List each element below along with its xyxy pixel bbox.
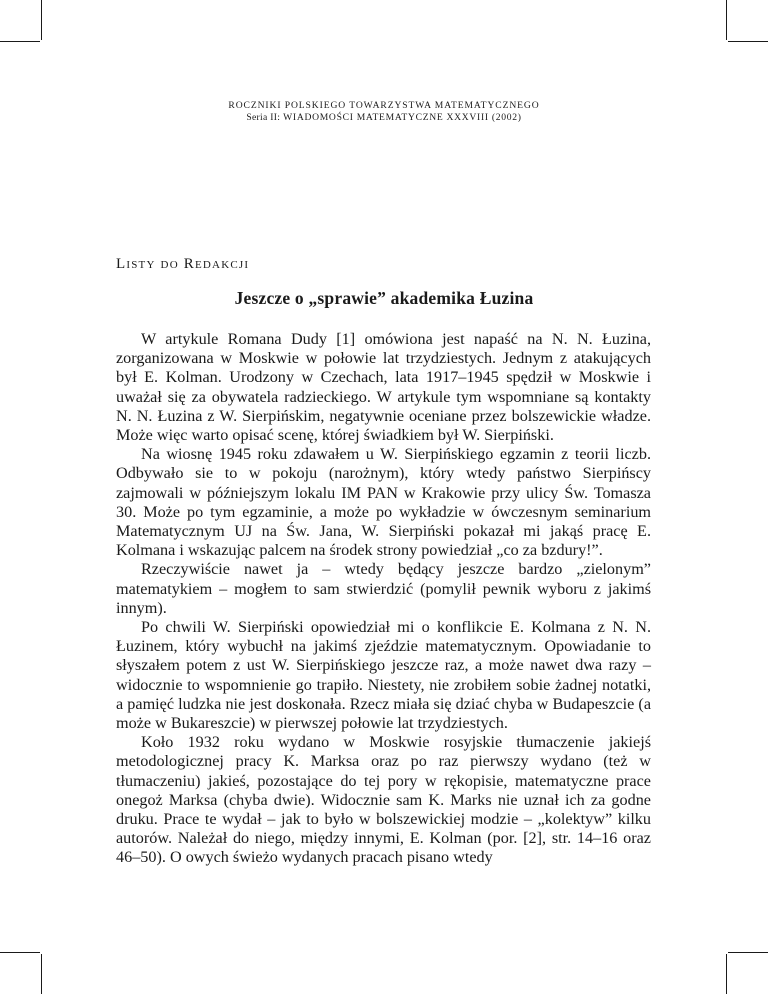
crop-mark: [0, 41, 40, 42]
crop-mark: [0, 952, 40, 953]
paragraph: Po chwili W. Sierpiński opowiedział mi o konflikcie E. Kolmana z N. N. Łuzinem, który wybuchł na jakimś zjeździe matematycznym. Opowiadanie to słyszałem potem z ust W. Sierpińskiego jeszcze raz, a może nawet dwa razy – widocznie to wspomnienie go trapiło. Niestety, nie zrobiłem sobie żadnej notatki, a pamięć ludzka nie jest doskonała. Rzecz miała się dziać chyba w Budapeszcie (a może w Bukareszcie) w pierwszej połowie lat trzydziestych.: [116, 618, 651, 733]
paragraph: W artykule Romana Dudy [1] omówiona jest napaść na N. N. Łuzina, zorganizowana w Moskwie w połowie lat trzydziestych. Jednym z atakujących był E. Kolman. Urodzony w Czechach, lata 1917–1945 spędził w Moskwie i uważał się za obywatela radzieckiego. W artykule tym wspomniane są kontakty N. N. Łuzina z W. Sierpińskim, negatywnie oceniane przez bolszewickie władze. Może więc warto opisać scenę, której świadkiem był W. Sierpiński.: [116, 330, 651, 445]
paragraph: Na wiosnę 1945 roku zdawałem u W. Sierpińskiego egzamin z teorii liczb. Odbywało sie to w pokoju (narożnym), który wtedy państwo Sierpińscy zajmowali w późniejszym lokalu IM PAN w Krakowie przy ulicy Św. Tomasza 30. Może po tym egzaminie, a może po wykładzie w ówczesnym seminarium Matematycznym UJ na Św. Jana, W. Sierpiński pokazał mi jakąś pracę E. Kolmana i wskazując palcem na środek strony powiedział „co za bzdury!”.: [116, 445, 651, 560]
crop-mark: [726, 954, 727, 994]
crop-mark: [41, 954, 42, 994]
paragraph: Rzeczywiście nawet ja – wtedy będący jeszcze bardzo „zielonym” matematykiem – mogłem to sam stwierdzić (pomylił pewnik wyboru z jakimś innym).: [116, 560, 651, 617]
series-prefix: Seria II:: [246, 112, 281, 123]
series-name: WIADOMOŚCI MATEMATYCZNE XXXVIII (2002): [283, 112, 522, 123]
crop-mark: [728, 41, 768, 42]
article-body: [116, 330, 651, 868]
crop-mark: [728, 952, 768, 953]
crop-mark: [726, 0, 727, 40]
journal-header: [0, 100, 768, 124]
journal-series: [0, 112, 768, 124]
article-title: Jeszcze o „sprawie” akademika Łuzina: [234, 288, 534, 308]
journal-name: ROCZNIKI POLSKIEGO TOWARZYSTWA MATEMATYCZNEGO: [228, 100, 540, 111]
section-label: Listy do Redakcji: [116, 256, 250, 272]
crop-mark: [41, 0, 42, 40]
paragraph: Koło 1932 roku wydano w Moskwie rosyjskie tłumaczenie jakiejś metodologicznej pracy K. Marksa oraz po raz pierwszy wydano (też w tłumaczeniu) jakieś, pozostające do tej pory w rękopisie, matematyczne prace onegoż Marksa (chyba dwie). Widocznie sam K. Marks nie uznał ich za godne druku. Prace te wydał – jak to było w bolszewickiej modzie – „kolektyw” kilku autorów. Należał do niego, między innymi, E. Kolman (por. [2], str. 14–16 oraz 46–50). O owych świeżo wydanych pracach pisano wtedy: [116, 733, 651, 867]
